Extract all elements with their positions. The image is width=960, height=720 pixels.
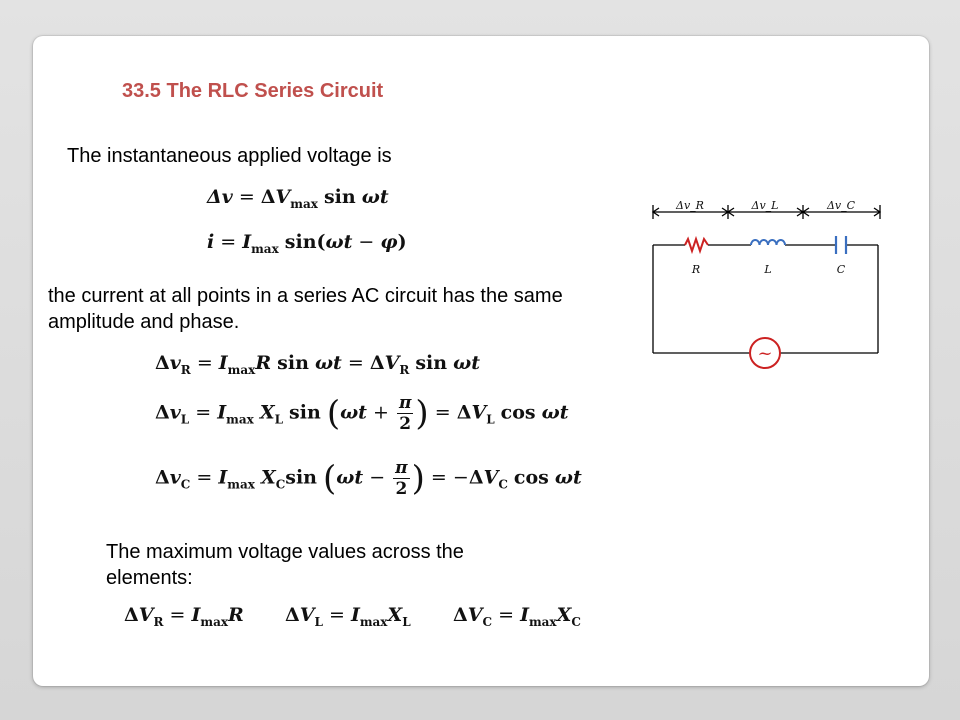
resistor-symbol (685, 239, 708, 251)
inductor-symbol (751, 240, 785, 245)
label-delta-vr: Δv_R (676, 199, 704, 212)
equation-max-inductor: $\Delta V_L = I_{max}X_L$ (285, 604, 411, 629)
label-l: L (764, 263, 772, 276)
current-note: the current at all points in a series AC circuit has the same amplitude and phase. (48, 285, 563, 333)
equation-current: $i = I_{max}$ sin(ωt − φ) (207, 231, 407, 256)
max-voltage-note: The maximum voltage values across the elements: (106, 541, 464, 589)
slide-title: 33.5 The RLC Series Circuit (122, 80, 384, 102)
equation-inductor-voltage: $\Delta v_L = I_{max}$ $X_L$ sin (ωt + $\frac{\pi}{2}$ ) = $\Delta V_L$ cos ωt (155, 393, 569, 434)
label-delta-vl: Δv_L (751, 199, 779, 212)
equation-max-capacitor: $\Delta V_C = I_{max}X_C$ (453, 604, 581, 629)
capacitor-symbol (836, 236, 846, 254)
intro-text: The instantaneous applied voltage is (67, 145, 392, 167)
label-delta-vc: Δv_C (826, 199, 856, 212)
equation-resistor-voltage: $\Delta v_R = I_{max}R$ $\sin \omega t = \Delta V_R$ sin ωt (155, 352, 480, 377)
equation-capacitor-voltage: $\Delta v_C = I_{max}$ $X_C\sin$ (ωt − $\frac{\pi}{2}$ ) = $-\Delta V_C$ cos ωt (155, 458, 582, 499)
rlc-circuit-diagram (645, 198, 890, 378)
label-r: R (691, 263, 701, 276)
label-c: C (836, 263, 846, 276)
ac-source-glyph: ~ (757, 343, 773, 364)
equation-max-resistor: $\Delta V_R = I_{max}R$ (124, 604, 244, 629)
equation-applied-voltage: $\Delta v = \Delta V_{max}$ sin ωt (207, 186, 389, 211)
